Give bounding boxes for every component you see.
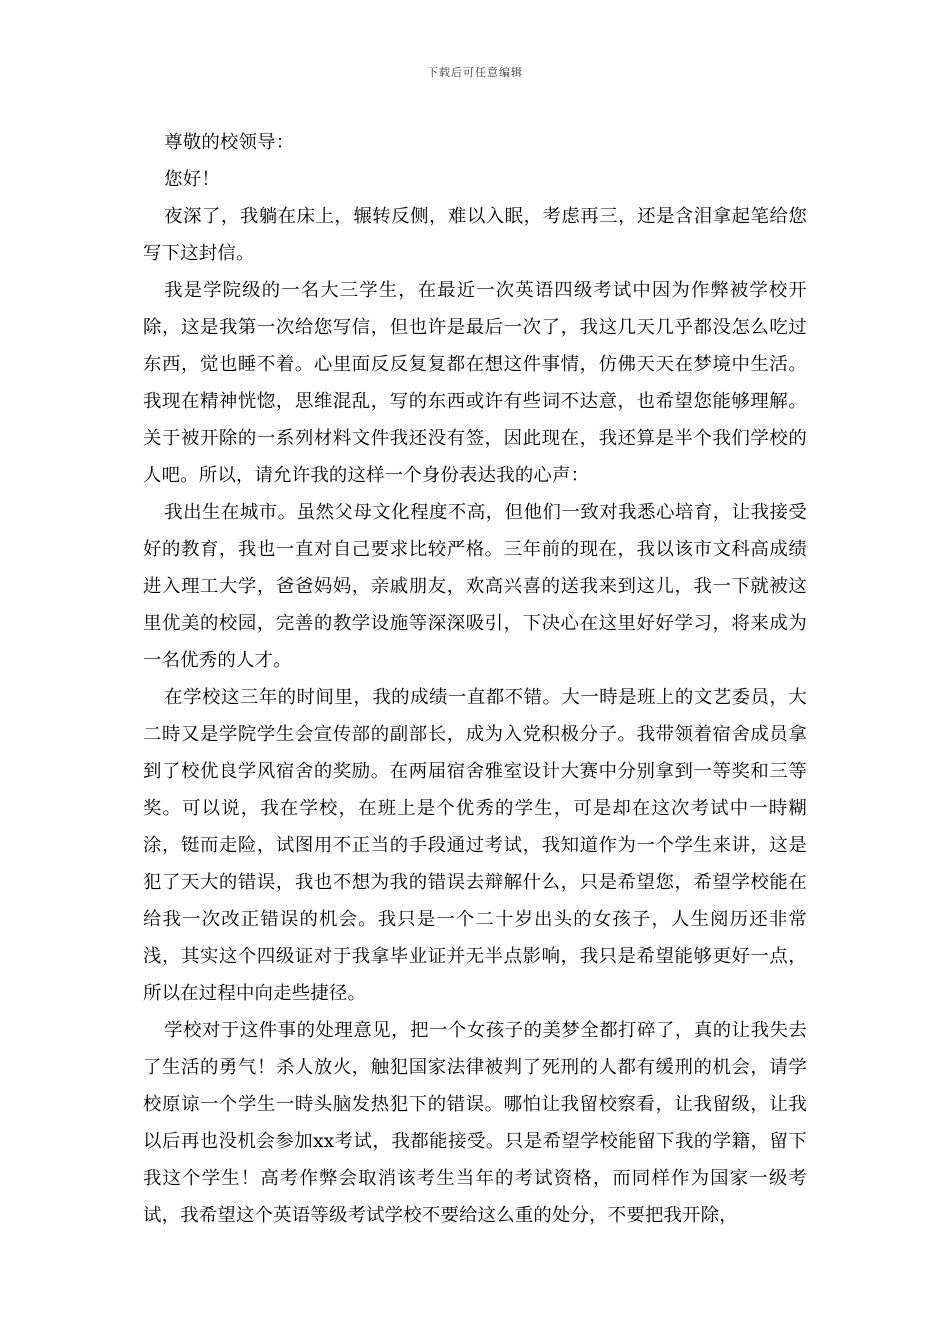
- paragraph-5: 学校对于这件事的处理意见，把一个女孩子的美梦全都打碎了，真的让我失去了生活的勇气！杀人放火，触犯国家法律被判了死刑的人都有缓刑的机会，请学校原谅一个学生一時头脑发热犯下的错误。哪怕让我留校察看，让我留级，让我以后再也没机会参加xx考试，我都能接受。只是希望学校能留下我的学籍，留下我这个学生！高考作弊会取消该考生当年的考试资格，而同样作为国家一级考试，我希望这个英语等级考试学校不要给这么重的处分，不要把我开除，: [143, 1020, 807, 1226]
- greeting: 您好！: [164, 169, 220, 190]
- paragraph-3: 我出生在城市。虽然父母文化程度不高，但他们一致对我悉心培育，让我接受好的教育，我也一直对自己要求比较严格。三年前的现在，我以该市文科高成绩进入理工大学，爸爸妈妈，亲戚朋友，欢高兴喜的送我来到这儿，我一下就被这里优美的校园，完善的教学设施等深深吸引，下决心在这里好好学习，将来成为一名优秀的人才。: [143, 502, 807, 671]
- page-header-note: 下载后可任意编辑: [427, 66, 523, 79]
- letter-body: [143, 124, 807, 1234]
- paragraph-4: 在学校这三年的时间里，我的成绩一直都不错。大一時是班上的文艺委员，大二時又是学院学生会宣传部的副部长，成为入党积极分子。我带领着宿舍成员拿到了校优良学风宿舍的奖励。在两届宿舍雅室设计大赛中分别拿到一等奖和三等奖。可以说，我在学校，在班上是个优秀的学生，可是却在这次考试中一時糊涂，铤而走险，试图用不正当的手段通过考试，我知道作为一个学生来讲，这是犯了天大的错误，我也不想为我的错误去辩解什么，只是希望您，希望学校能在给我一次改正错误的机会。我只是一个二十岁出头的女孩子，人生阅历还非常浅，其实这个四级证对于我拿毕业证并无半点影响，我只是希望能够更好一点，所以在过程中向走些捷径。: [143, 687, 807, 1004]
- paragraph-2: 我是学院级的一名大三学生，在最近一次英语四级考试中因为作弊被学校开除，这是我第一次给您写信，但也许是最后一次了，我这几天几乎都没怎么吃过东西，觉也睡不着。心里面反反复复都在想这件事情，仿佛天天在梦境中生活。我现在精神恍惚，思维混乱，写的东西或许有些词不达意，也希望您能够理解。关于被开除的一系列材料文件我还没有签，因此现在，我还算是半个我们学校的人吧。所以，请允许我的这样一个身份表达我的心声：: [143, 280, 807, 486]
- paragraph-1: 夜深了，我躺在床上，辗转反侧，难以入眠，考虑再三，还是含泪拿起笔给您写下这封信。: [143, 206, 807, 264]
- salutation: 尊敬的校领导：: [164, 132, 295, 153]
